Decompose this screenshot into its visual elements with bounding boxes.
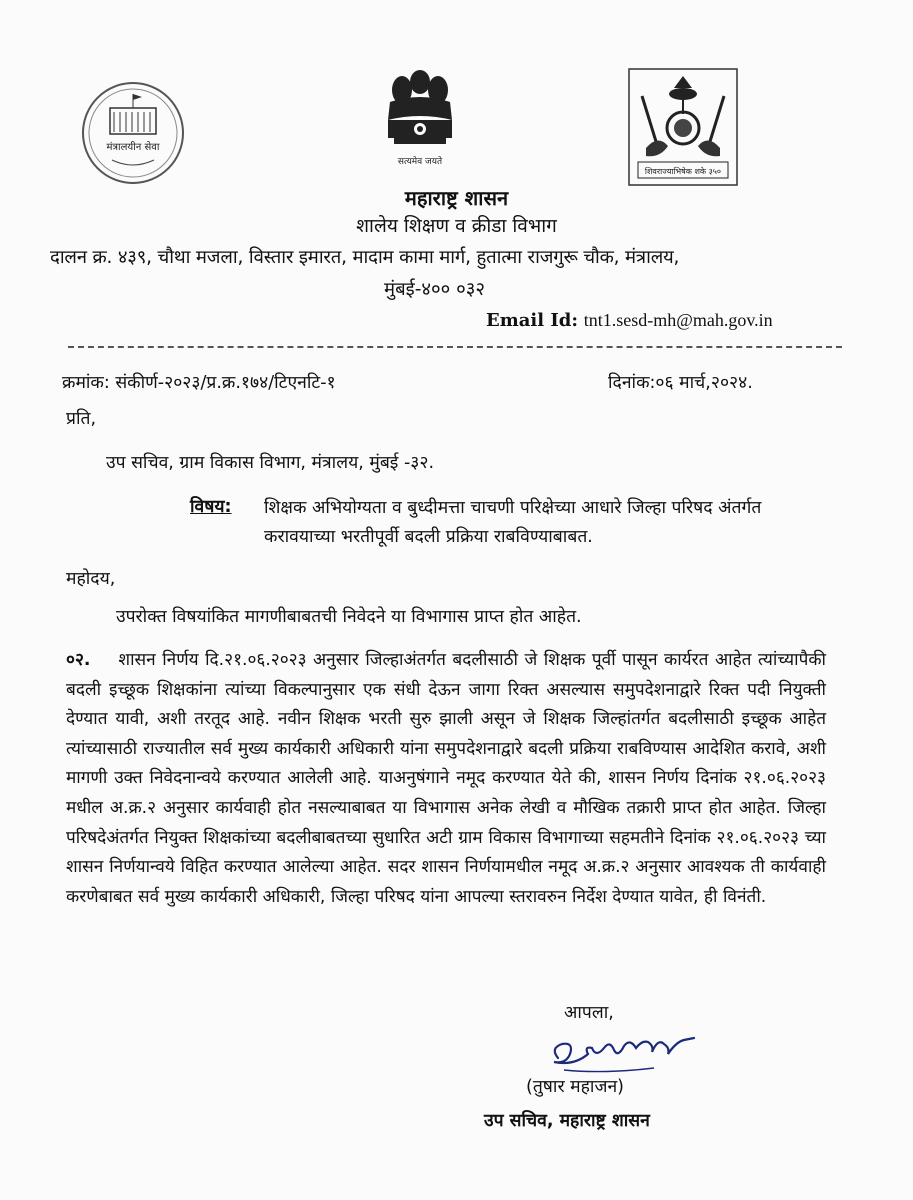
department-name: शालेय शिक्षण व क्रीडा विभाग [356, 215, 557, 237]
emblem-motto: सत्यमेव जयते [397, 157, 443, 167]
address-line-1: दालन क्र. ४३९, चौथा मजला, विस्तार इमारत, मादाम कामा मार्ग, हुतात्मा राजगुरू चौक, मंत्रालय, [50, 247, 680, 268]
closing: आपला, [564, 1003, 614, 1023]
email-line [486, 310, 773, 331]
email-address: tnt1.sesd-mh@mah.gov.in [583, 310, 773, 330]
paragraph-2-text: शासन निर्णय दि.२१.०६.२०२३ अनुसार जिल्हाअंतर्गत बदलीसाठी जे शिक्षक पूर्वी पासून कार्यरत आहेत त्यांच्यापैकी बदली इच्छूक शिक्षकांना त्यांच्या विकल्पानुसार एक संधी देऊन जागा रिक्त असल्यास समुपदेशनाद्वारे रिक्त पदी नियुक्ती देण्यात यावी, अशी तरतूद आहे. नवीन शिक्षक भरती सुरु झाली असून जे शिक्षक जिल्हांतर्गत बदलीसाठी इच्छूक आहेत त्यांच्यासाठी राज्यातील सर्व मुख्य कार्यकारी अधिकारी यांना समुपदेशनाद्वारे बदली प्रक्रिया राबविण्यास आदेशित करावे, अशी मागणी उक्त निवेदनान्वये करण्यात आलेली आहे. याअनुषंगाने नमूद करण्यात येते की, शासन निर्णय दिनांक २१.०६.२०२३ मधील अ.क्र.२ अनुसार कार्यवाही होत नसल्याबाबत या विभागास अनेक लेखी व मौखिक तक्रारी प्राप्त होत आहेत. जिल्हा परिषदेअंतर्गत नियुक्त शिक्षकांच्या बदलीबाबतच्या सुधारित अटी ग्राम विकास विभागाच्या सहमतीने दिनांक २१.०६.२०२३ च्या शासन निर्णयान्वये विहित करण्यात आलेल्या आहेत. सदर शासन निर्णयामधील नमूद अ.क्र.२ अनुसार आवश्यक ती कार्यवाही करणेबाबत सर्व मुख्य कार्यकारी अधिकारी, जिल्हा परिषद यांना आपल्या स्तरावरुन निर्देश देण्यात यावेत, ही विनंती. [66, 650, 826, 907]
handwritten-signature [544, 1018, 716, 1082]
shivrajyabhishek-logo [628, 68, 738, 186]
signatory-designation: उप सचिव, महाराष्ट्र शासन [484, 1111, 650, 1131]
logo-right-label: शिवराज्याभिषेक शके ३५० [644, 167, 722, 176]
paragraph-2-number: ०२. [66, 650, 91, 670]
paragraph-2 [66, 646, 826, 912]
recipient: उप सचिव, ग्राम विकास विभाग, मंत्रालय, मुंबई -३२. [106, 453, 435, 473]
national-emblem-icon [372, 64, 468, 176]
header-divider [68, 346, 842, 348]
email-label: Email Id: [486, 310, 579, 331]
salutation: महोदय, [66, 569, 116, 589]
prati-label: प्रति, [66, 409, 97, 429]
mantralay-seva-logo [78, 78, 188, 188]
signatory-name: (तुषार महाजन) [526, 1077, 624, 1097]
subject-label: विषय: [190, 497, 232, 517]
subject-text: शिक्षक अभियोग्यता व बुध्दीमत्ता चाचणी परिक्षेच्या आधारे जिल्हा परिषद अंतर्गत करावयाच्या भरतीपूर्वी बदली प्रक्रिया राबविण्याबाबत. [264, 498, 762, 547]
government-name: महाराष्ट्र शासन [404, 186, 509, 210]
logo-left-label: मंत्रालयीन सेवा [106, 142, 160, 153]
address-line-2: मुंबई-४०० ०३२ [384, 279, 485, 300]
letter-date: दिनांक:०६ मार्च,२०२४. [608, 373, 753, 393]
reference-number: क्रमांक: संकीर्ण-२०२३/प्र.क्र.१७४/टिएनटि-१ [62, 373, 336, 393]
paragraph-1: उपरोक्त विषयांकित मागणीबाबतची निवेदने या विभागास प्राप्त होत आहेत. [116, 607, 582, 627]
